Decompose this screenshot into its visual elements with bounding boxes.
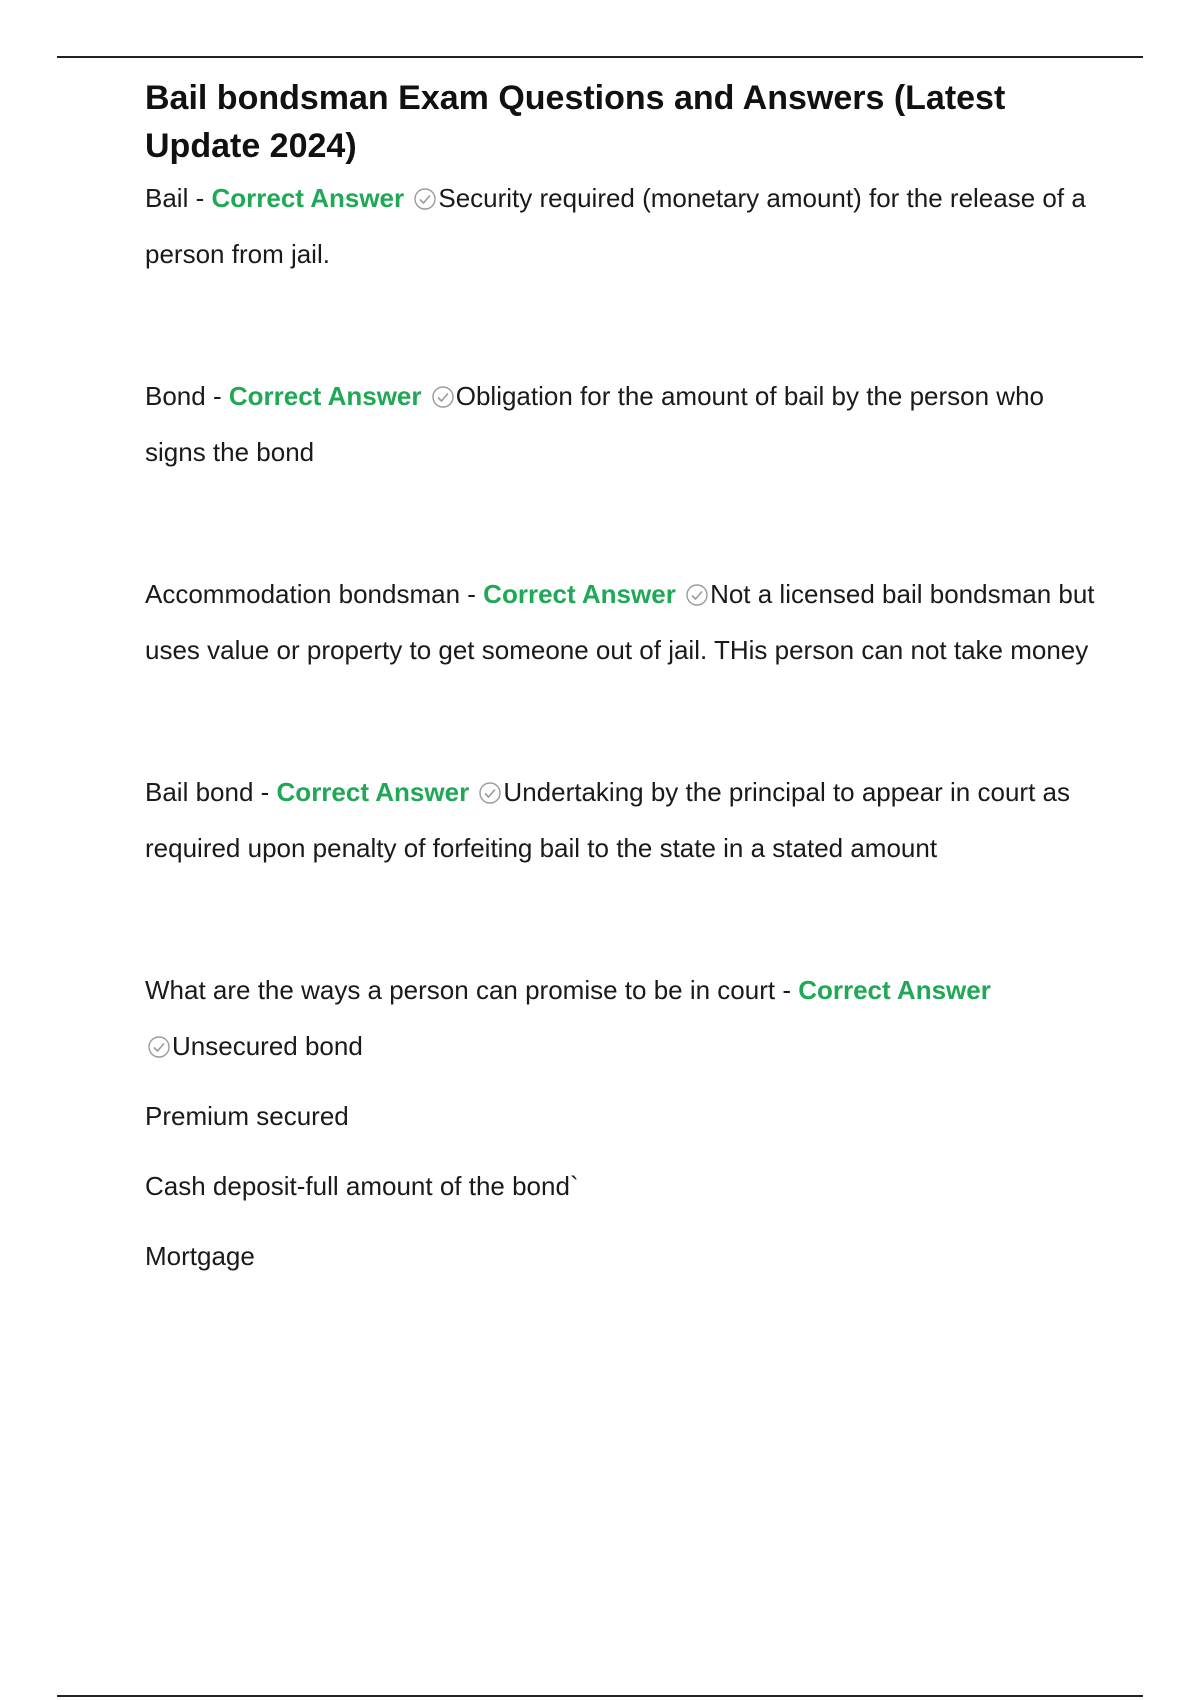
check-circle-icon bbox=[478, 781, 502, 805]
question-term: Accommodation bondsman bbox=[145, 579, 461, 609]
question-term: What are the ways a person can promise to be in court bbox=[145, 975, 776, 1005]
qa-item-bail-bond bbox=[145, 764, 1105, 876]
question-term: Bond bbox=[145, 381, 206, 411]
question-term: Bail bond bbox=[145, 777, 254, 807]
separator: - bbox=[205, 381, 229, 411]
bottom-rule bbox=[57, 1695, 1143, 1697]
check-circle-icon bbox=[413, 187, 437, 211]
answer-list-item: Cash deposit-full amount of the bond` bbox=[145, 1171, 579, 1201]
answer-text: Security required (monetary amount) for the release of a person from jail. bbox=[145, 183, 1086, 269]
qa-item-bond bbox=[145, 368, 1105, 480]
correct-answer-label: Correct Answer bbox=[276, 777, 470, 807]
document-title: Bail bondsman Exam Questions and Answers (Latest Update 2024) bbox=[145, 79, 1006, 165]
answer-text: Undertaking by the principal to appear in court as required upon penalty of forfeiting bail to the state in a stated amount bbox=[145, 777, 1070, 863]
separator: - bbox=[460, 579, 484, 609]
check-circle-icon bbox=[147, 1035, 171, 1059]
question-term: Bail bbox=[145, 183, 189, 213]
separator: - bbox=[253, 777, 277, 807]
separator: - bbox=[188, 183, 212, 213]
qa-item-accommodation-bondsman bbox=[145, 566, 1105, 678]
document-body bbox=[145, 74, 1105, 1284]
correct-answer-label: Correct Answer bbox=[483, 579, 676, 609]
correct-answer-label: Correct Answer bbox=[211, 183, 405, 213]
check-circle-icon bbox=[431, 385, 455, 409]
answer-text: Unsecured bond bbox=[172, 1031, 363, 1061]
top-rule bbox=[57, 56, 1143, 58]
correct-answer-label: Correct Answer bbox=[228, 381, 422, 411]
answer-text: Obligation for the amount of bail by the person who signs the bond bbox=[145, 381, 1044, 467]
qa-item-ways-to-promise bbox=[145, 962, 1105, 1074]
answer-list-item: Premium secured bbox=[145, 1101, 349, 1131]
answer-text: Not a licensed bail bondsman but uses value or property to get someone out of jail. THis person can not take money bbox=[145, 579, 1095, 665]
separator: - bbox=[775, 975, 799, 1005]
correct-answer-label: Correct Answer bbox=[798, 975, 991, 1005]
answer-list-item: Mortgage bbox=[145, 1241, 255, 1271]
check-circle-icon bbox=[685, 583, 709, 607]
qa-item-bail bbox=[145, 170, 1105, 282]
